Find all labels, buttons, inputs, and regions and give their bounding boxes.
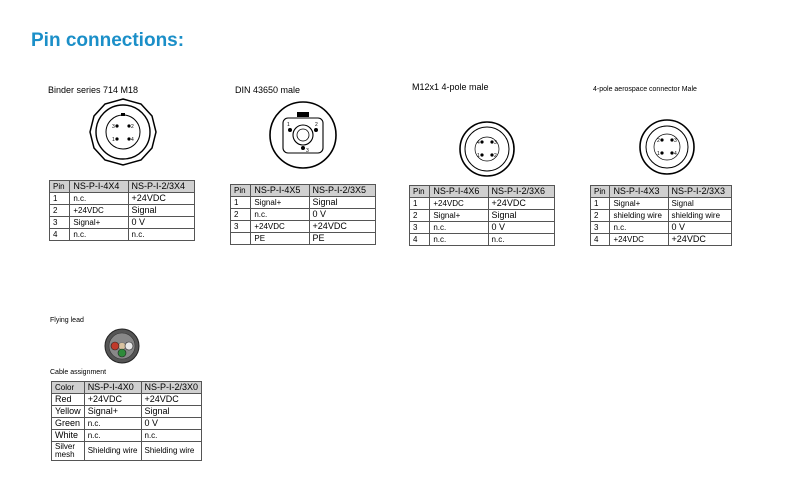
connector-label-din: DIN 43650 male bbox=[235, 85, 301, 95]
table-row bbox=[52, 430, 202, 442]
cable-assignment-table bbox=[51, 381, 202, 461]
header-variant-b: NS-P-I-2/3X4 bbox=[128, 181, 194, 193]
connector-label-m12: M12x1 4-pole male bbox=[412, 82, 489, 92]
table-header-row bbox=[52, 382, 202, 394]
header-pin: Pin bbox=[591, 186, 610, 198]
din-pin-table bbox=[230, 184, 376, 245]
cell: +24VDC bbox=[610, 234, 668, 246]
pin-mark: 2 bbox=[315, 122, 318, 128]
cell: Green bbox=[52, 418, 85, 430]
cell: 4 bbox=[410, 234, 430, 246]
pin-mark: 3 bbox=[112, 124, 115, 130]
table-row bbox=[591, 222, 732, 234]
header-variant-a: NS-P-I-4X0 bbox=[84, 382, 141, 394]
pin-mark: 3 bbox=[674, 138, 677, 144]
header-pin: Pin bbox=[231, 185, 251, 197]
header-pin: Pin bbox=[410, 186, 430, 198]
pin-mark: 4 bbox=[674, 151, 677, 157]
table-header-row bbox=[231, 185, 376, 197]
cell: n.c. bbox=[430, 222, 488, 234]
cell: Red bbox=[52, 394, 85, 406]
cell: 2 bbox=[231, 209, 251, 221]
cell: +24VDC bbox=[128, 193, 194, 205]
cell: n.c. bbox=[84, 418, 141, 430]
table-row bbox=[52, 394, 202, 406]
table-row bbox=[591, 234, 732, 246]
binder-pin-table bbox=[49, 180, 195, 241]
cell: Signal+ bbox=[430, 210, 488, 222]
cell: 2 bbox=[50, 205, 70, 217]
wire-white bbox=[125, 342, 133, 350]
table-row bbox=[410, 234, 555, 246]
aerospace-pin-table bbox=[590, 185, 732, 246]
din-connector-icon bbox=[268, 100, 338, 170]
cell: 0 V bbox=[488, 222, 554, 234]
cell: Signal+ bbox=[251, 197, 309, 209]
table-row bbox=[410, 222, 555, 234]
cell: Signal+ bbox=[70, 217, 128, 229]
aerospace-connector-icon bbox=[638, 118, 696, 176]
cell: Shielding wire bbox=[141, 442, 202, 461]
m12-connector-icon bbox=[458, 120, 516, 178]
table-row bbox=[52, 406, 202, 418]
flying-lead-cable-icon bbox=[104, 328, 140, 364]
header-variant-a: NS-P-I-4X4 bbox=[70, 181, 128, 193]
header-variant-a: NS-P-I-4X5 bbox=[251, 185, 309, 197]
cell: Signal bbox=[128, 205, 194, 217]
binder-connector-icon bbox=[89, 98, 157, 166]
page-title: Pin connections: bbox=[31, 30, 185, 51]
header-variant-b: NS-P-I-2/3X3 bbox=[668, 186, 731, 198]
table-row bbox=[52, 418, 202, 430]
cell: 1 bbox=[410, 198, 430, 210]
cell: PE bbox=[309, 233, 375, 245]
flying-lead-label: Flying lead bbox=[50, 317, 84, 324]
wire-green bbox=[118, 349, 126, 357]
pin-mark: 4 bbox=[477, 140, 480, 146]
cell: 0 V bbox=[128, 217, 194, 229]
m12-pin-table bbox=[409, 185, 555, 246]
table-row bbox=[50, 217, 195, 229]
wire-red bbox=[111, 342, 119, 350]
table-row bbox=[52, 442, 202, 461]
cell: n.c. bbox=[251, 209, 309, 221]
pin-mark: 3 bbox=[494, 140, 497, 146]
cell: n.c. bbox=[430, 234, 488, 246]
table-row bbox=[410, 198, 555, 210]
cell: Signal bbox=[668, 198, 731, 210]
cell: +24VDC bbox=[141, 394, 202, 406]
wire-center bbox=[119, 343, 126, 350]
cell: White bbox=[52, 430, 85, 442]
cell bbox=[231, 233, 251, 245]
table-row bbox=[231, 221, 376, 233]
cell: Signal+ bbox=[84, 406, 141, 418]
cell: shielding wire bbox=[668, 210, 731, 222]
header-variant-b: NS-P-I-2/3X0 bbox=[141, 382, 202, 394]
header-color: Color bbox=[52, 382, 85, 394]
pin-mark: 2 bbox=[494, 153, 497, 159]
pin-mark: 1 bbox=[657, 151, 660, 157]
cell: Signal bbox=[141, 406, 202, 418]
cell: shielding wire bbox=[610, 210, 668, 222]
cell: Shielding wire bbox=[84, 442, 141, 461]
pin-mark: 4 bbox=[131, 137, 134, 143]
cell: +24VDC bbox=[668, 234, 731, 246]
table-row bbox=[591, 210, 732, 222]
table-header-row bbox=[591, 186, 732, 198]
cell: 3 bbox=[50, 217, 70, 229]
header-variant-b: NS-P-I-2/3X6 bbox=[488, 186, 554, 198]
cell: n.c. bbox=[141, 430, 202, 442]
table-row bbox=[50, 193, 195, 205]
cell: Signal+ bbox=[610, 198, 668, 210]
cell: PE bbox=[251, 233, 309, 245]
cell: Silver mesh bbox=[52, 442, 85, 461]
cable-assignment-label: Cable assignment bbox=[50, 369, 107, 376]
cell: n.c. bbox=[84, 430, 141, 442]
cell: +24VDC bbox=[251, 221, 309, 233]
table-row bbox=[591, 198, 732, 210]
cell: +24VDC bbox=[430, 198, 488, 210]
cell: 3 bbox=[591, 222, 610, 234]
cell: n.c. bbox=[488, 234, 554, 246]
cell: 4 bbox=[591, 234, 610, 246]
cell: +24VDC bbox=[488, 198, 554, 210]
table-header-row bbox=[50, 181, 195, 193]
cell: +24VDC bbox=[309, 221, 375, 233]
cell: 1 bbox=[231, 197, 251, 209]
table-row bbox=[50, 229, 195, 241]
cell: 0 V bbox=[141, 418, 202, 430]
table-row bbox=[410, 210, 555, 222]
cell: 2 bbox=[591, 210, 610, 222]
table-row bbox=[231, 197, 376, 209]
cell: +24VDC bbox=[70, 205, 128, 217]
header-variant-b: NS-P-I-2/3X5 bbox=[309, 185, 375, 197]
pin-mark: 1 bbox=[112, 137, 115, 143]
table-row bbox=[231, 209, 376, 221]
pin-mark: 1 bbox=[287, 122, 290, 128]
cell: Signal bbox=[488, 210, 554, 222]
pin-mark: 1 bbox=[477, 153, 480, 159]
connector-label-aerospace: 4-pole aerospace connector Male bbox=[593, 86, 697, 93]
table-row bbox=[50, 205, 195, 217]
cell: n.c. bbox=[70, 193, 128, 205]
cell: 3 bbox=[410, 222, 430, 234]
cell: 3 bbox=[231, 221, 251, 233]
table-row bbox=[231, 233, 376, 245]
cell: 1 bbox=[591, 198, 610, 210]
cell: 2 bbox=[410, 210, 430, 222]
cell: n.c. bbox=[128, 229, 194, 241]
cell: n.c. bbox=[70, 229, 128, 241]
cell: 1 bbox=[50, 193, 70, 205]
pin-mark: 2 bbox=[657, 138, 660, 144]
header-variant-a: NS-P-I-4X6 bbox=[430, 186, 488, 198]
cell: Signal bbox=[309, 197, 375, 209]
cell: 0 V bbox=[668, 222, 731, 234]
cell: Yellow bbox=[52, 406, 85, 418]
header-variant-a: NS-P-I-4X3 bbox=[610, 186, 668, 198]
cell: 4 bbox=[50, 229, 70, 241]
cell: n.c. bbox=[610, 222, 668, 234]
cell: +24VDC bbox=[84, 394, 141, 406]
pin-mark: 3 bbox=[306, 148, 309, 154]
connector-label-binder: Binder series 714 M18 bbox=[48, 85, 139, 95]
table-header-row bbox=[410, 186, 555, 198]
pin-mark: 2 bbox=[131, 124, 134, 130]
cell: 0 V bbox=[309, 209, 375, 221]
header-pin: Pin bbox=[50, 181, 70, 193]
